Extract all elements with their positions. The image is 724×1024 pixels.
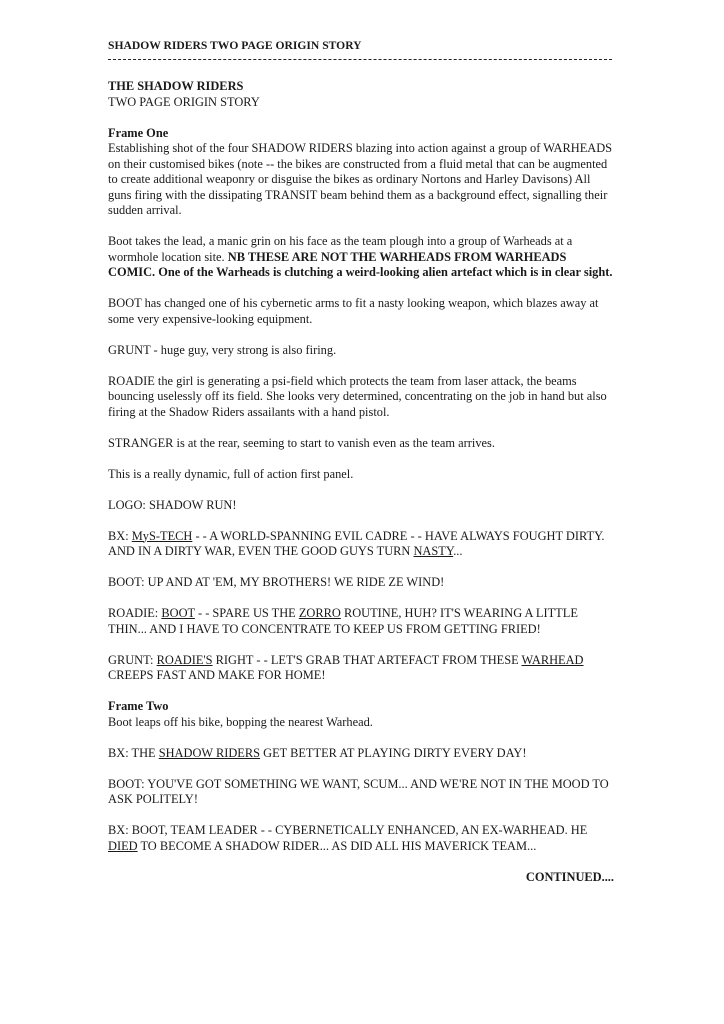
underlined-text: WARHEAD [521,652,584,667]
text-span: BX: BOOT, TEAM LEADER - - CYBERNETICALLY ENHANCED, AN EX-WARHEAD. HE [108,823,588,837]
underlined-text: ROADIE'S [156,652,213,667]
underlined-text: SHADOW RIDERS [158,745,261,760]
description-paragraph [108,234,614,281]
description-paragraph: GRUNT - huge guy, very strong is also firing. [108,342,337,357]
text-span: ROADIE: [108,606,162,620]
dialogue-grunt [108,653,614,684]
running-header: SHADOW RIDERS TWO PAGE ORIGIN STORY [108,39,362,52]
caption-box-line [108,746,614,762]
text-span: ROUTINE, HUH? IT'S WEARING A LITTLE THIN... AND I HAVE TO CONCENTRATE TO KEEP US FROM GETTING FRIED! [108,606,578,636]
underlined-text: NASTY [413,544,454,558]
underlined-text: BOOT [161,606,195,620]
text-span: BX: [108,528,132,543]
document-page [108,38,614,885]
dialogue-roadie [108,606,614,637]
frame-heading: Frame Two [108,699,169,713]
description-paragraph: ROADIE the girl is generating a psi-field which protects the team from laser attack, the beams bouncing uselessly off its field. She looks very determined, concentrating on the job in hand but also firing at the Shadow Riders assailants with a hand pistol. [108,373,607,419]
text-span: ... [453,544,463,558]
title-block [108,79,614,110]
text-span: RIGHT - - LET'S GRAB THAT ARTEFACT FROM THESE [212,652,522,667]
dashed-divider [108,59,612,60]
description-paragraph: Boot leaps off his bike, bopping the nearest Warhead. [108,714,373,729]
bold-note: NB THESE ARE NOT THE WARHEADS FROM WARHEADS COMIC. One of the Warheads is clutching a weird-looking alien artefact which is in clear sight. [108,249,613,279]
underlined-text: DIED [108,838,138,853]
continued-marker: CONTINUED.... [525,869,614,884]
text-span: TO BECOME A SHADOW RIDER... AS DID ALL HIS MAVERICK TEAM... [137,838,537,853]
logo-line: LOGO: SHADOW RUN! [108,497,237,512]
description-paragraph: STRANGER is at the rear, seeming to start to vanish even as the team arrives. [108,435,495,450]
frame-one [108,126,614,684]
text-span: - - A WORLD-SPANNING EVIL CADRE - - HAVE ALWAYS FOUGHT DIRTY. AND IN A DIRTY WAR, EVEN THE GOOD GUYS TURN [108,528,605,558]
text-span: Boot takes the lead, a manic grin on his face as the team plough into a group of Warheads at a wormhole location site. [108,234,573,264]
frame-two [108,699,614,854]
caption-box-line [108,529,614,560]
text-span: BX: THE [108,745,159,760]
text-span: GRUNT: [108,652,157,667]
description-paragraph: Establishing shot of the four SHADOW RIDERS blazing into action against a group of WARHEADS on their customised bikes (note -- the bikes are constructed from a fluid metal that can be augmented to create additional weaponry or disguise the bikes as ordinary Nortons and Harley Davisons) All guns firing with the dissipating TRANSIT beam behind them as a background effect, signalling their sudden arrival. [108,141,613,217]
text-span: - - SPARE US THE [194,606,299,620]
frame-heading: Frame One [108,125,169,140]
caption-box-line [108,823,614,854]
underlined-text: ZORRO [298,606,341,620]
description-paragraph: This is a really dynamic, full of action first panel. [108,466,354,481]
document-title: THE SHADOW RIDERS [108,79,244,93]
text-span: GET BETTER AT PLAYING DIRTY EVERY DAY! [260,745,527,760]
dialogue-boot: BOOT: UP AND AT 'EM, MY BROTHERS! WE RIDE ZE WIND! [108,575,445,589]
text-span: CREEPS FAST AND MAKE FOR HOME! [108,668,326,682]
description-paragraph: BOOT has changed one of his cybernetic arms to fit a nasty looking weapon, which blazes away at some very expensive-looking equipment. [108,296,599,326]
dialogue-boot: BOOT: YOU'VE GOT SOMETHING WE WANT, SCUM... AND WE'RE NOT IN THE MOOD TO ASK POLITELY! [108,776,609,806]
underlined-text: MyS-TECH [131,528,193,543]
document-subtitle: TWO PAGE ORIGIN STORY [108,94,260,109]
